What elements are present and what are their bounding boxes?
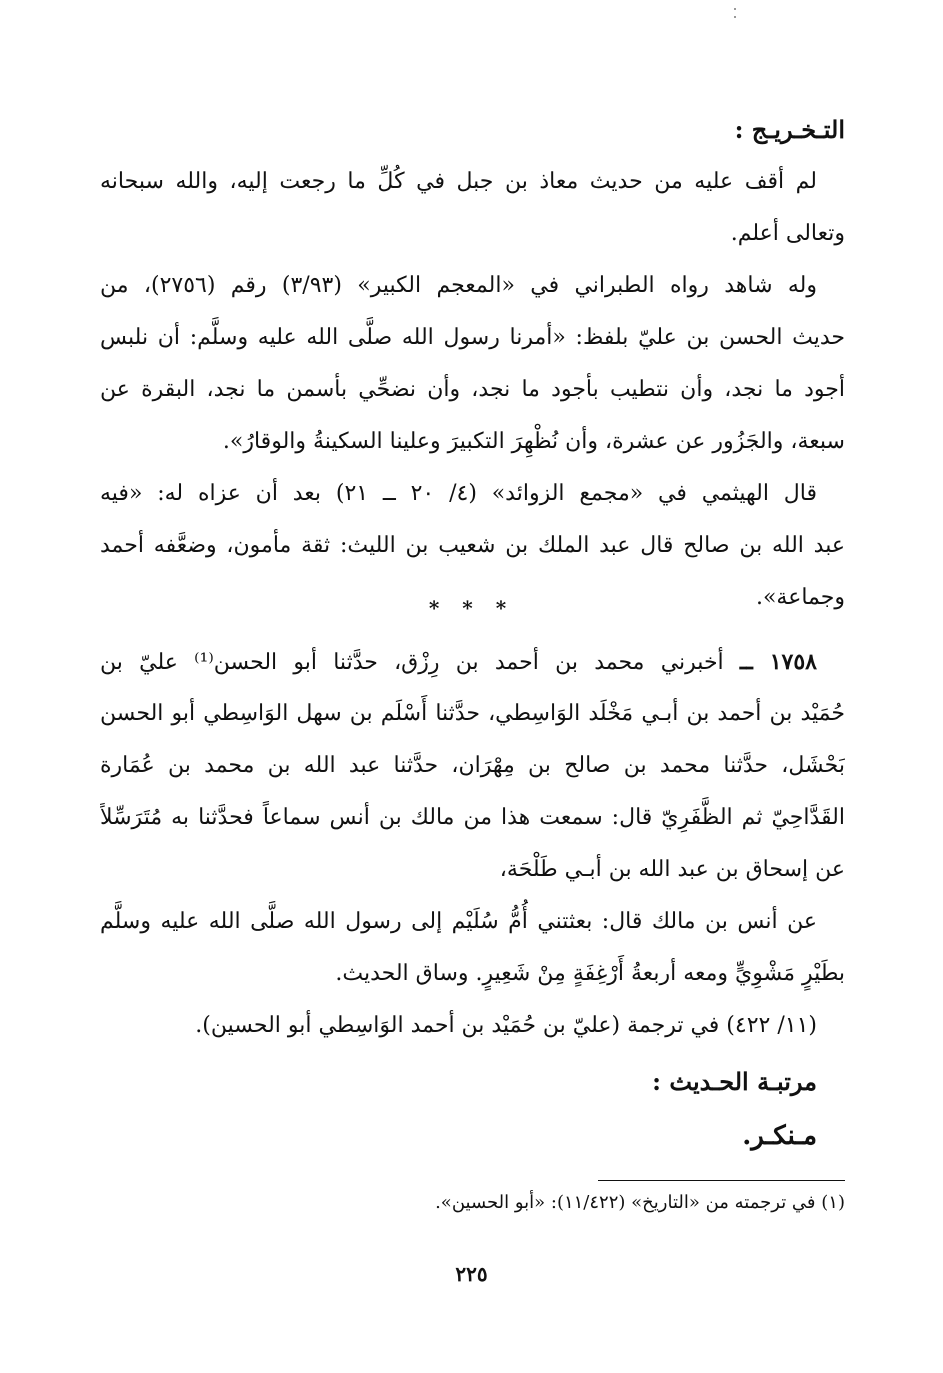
hadith-line	[100, 636, 845, 688]
hadith-line: عن إسحاق بن عبد الله بن أبـي طَلْحَة،	[499, 857, 845, 882]
takhrij-body	[100, 156, 845, 624]
takhrij-line: قال الهيثمي في «مجمع الزوائد» (٤/ ٢٠ ــ ٢١) بعد أن عزاه له: «فيه	[100, 481, 818, 506]
section-separator: * * *	[428, 596, 515, 620]
hadith-source-ref: (١١/ ٤٢٢) في ترجمة (عليّ بن حُمَيْد بن أحمد الوَاسِطي أبو الحسين).	[195, 1013, 817, 1038]
rutba-verdict-block	[100, 1110, 845, 1162]
takhrij-line: وتعالى أعلم.	[730, 221, 845, 246]
takhrij-line: وجماعة».	[755, 585, 845, 610]
hadith-number: ١٧٥٨ ــ	[739, 649, 817, 675]
takhrij-section	[100, 104, 845, 156]
takhrij-line: عبد الله بن صالح قال عبد الملك بن شعيب بن الليث: ثقة مأمون، وضعَّفه أحمد	[100, 533, 845, 558]
takhrij-line: حديث الحسن بن عليّ بلفظ: «أمرنا رسول الله صلَّى الله عليه وسلَّم: أن نلبس	[100, 325, 845, 350]
page-number: ٢٢٥	[455, 1262, 488, 1286]
hadith-line: القَدَّاحِيّ ثم الظَّفَرِيّ قال: سمعت هذا من مالك بن أنس سماعاً فحدَّثنا به مُتَرَسِّلاً	[100, 805, 845, 830]
rutba-verdict: مـنكـر.	[742, 1121, 817, 1151]
hadith-line: بَحْشَل، حدَّثنا محمد بن صالح بن مِهْرَان، حدَّثنا عبد الله بن محمد بن عُمَارة	[100, 753, 845, 778]
rutba-section	[100, 1056, 845, 1108]
takhrij-line: أجود ما نجد، وأن نتطيب بأجود ما نجد، وأن نضحِّي بأسمن ما نجد، البقرة عن	[100, 377, 845, 402]
rutba-heading: مرتبـة الحـديث :	[652, 1067, 817, 1096]
takhrij-heading: التـخـريـج :	[734, 115, 845, 144]
hadith-matn-line: عن أنس بن مالك قال: بعثتني أُمُّ سُلَيْم إلى رسول الله صلَّى الله عليه وسلَّم	[100, 909, 817, 934]
hadith-matn-line: بطَيْرٍ مَشْوِيٍّ ومعه أربعةُ أَرْغِفَةٍ مِنْ شَعِيرٍ. وساق الحديث.	[335, 961, 845, 986]
hadith-isnad-start: أخبرني محمد بن أحمد بن رِزْق، حدَّثنا أبو الحسن⁽¹⁾ عليّ بن	[100, 650, 724, 675]
takhrij-line: سبعة، والجَزُور عن عشرة، وأن نُظْهِرَ التكبيرَ وعلينا السكينةُ والوقارُ».	[222, 429, 845, 454]
hadith-line: حُمَيْد بن أحمد بن أبـي مَخْلَد الوَاسِطي، حدَّثنا أَسْلَم بن سهل الوَاسِطي أبو الحسن	[100, 701, 845, 726]
scan-speck	[734, 16, 736, 18]
takhrij-line: وله شاهد رواه الطبراني في «المعجم الكبير» (٣/٩٣) رقم (٢٧٥٦)، من	[100, 273, 817, 298]
footnote: (١) في ترجمته من «التاريخ» (١١/٤٢٢): «أبو الحسين».	[435, 1192, 845, 1213]
scan-speck	[734, 8, 736, 10]
footnote-rule	[598, 1180, 845, 1181]
hadith-entry	[100, 636, 845, 1052]
takhrij-line: لم أقف عليه من حديث معاذ بن جبل في كُلِّ ما رجعت إليه، والله سبحانه	[100, 169, 817, 194]
